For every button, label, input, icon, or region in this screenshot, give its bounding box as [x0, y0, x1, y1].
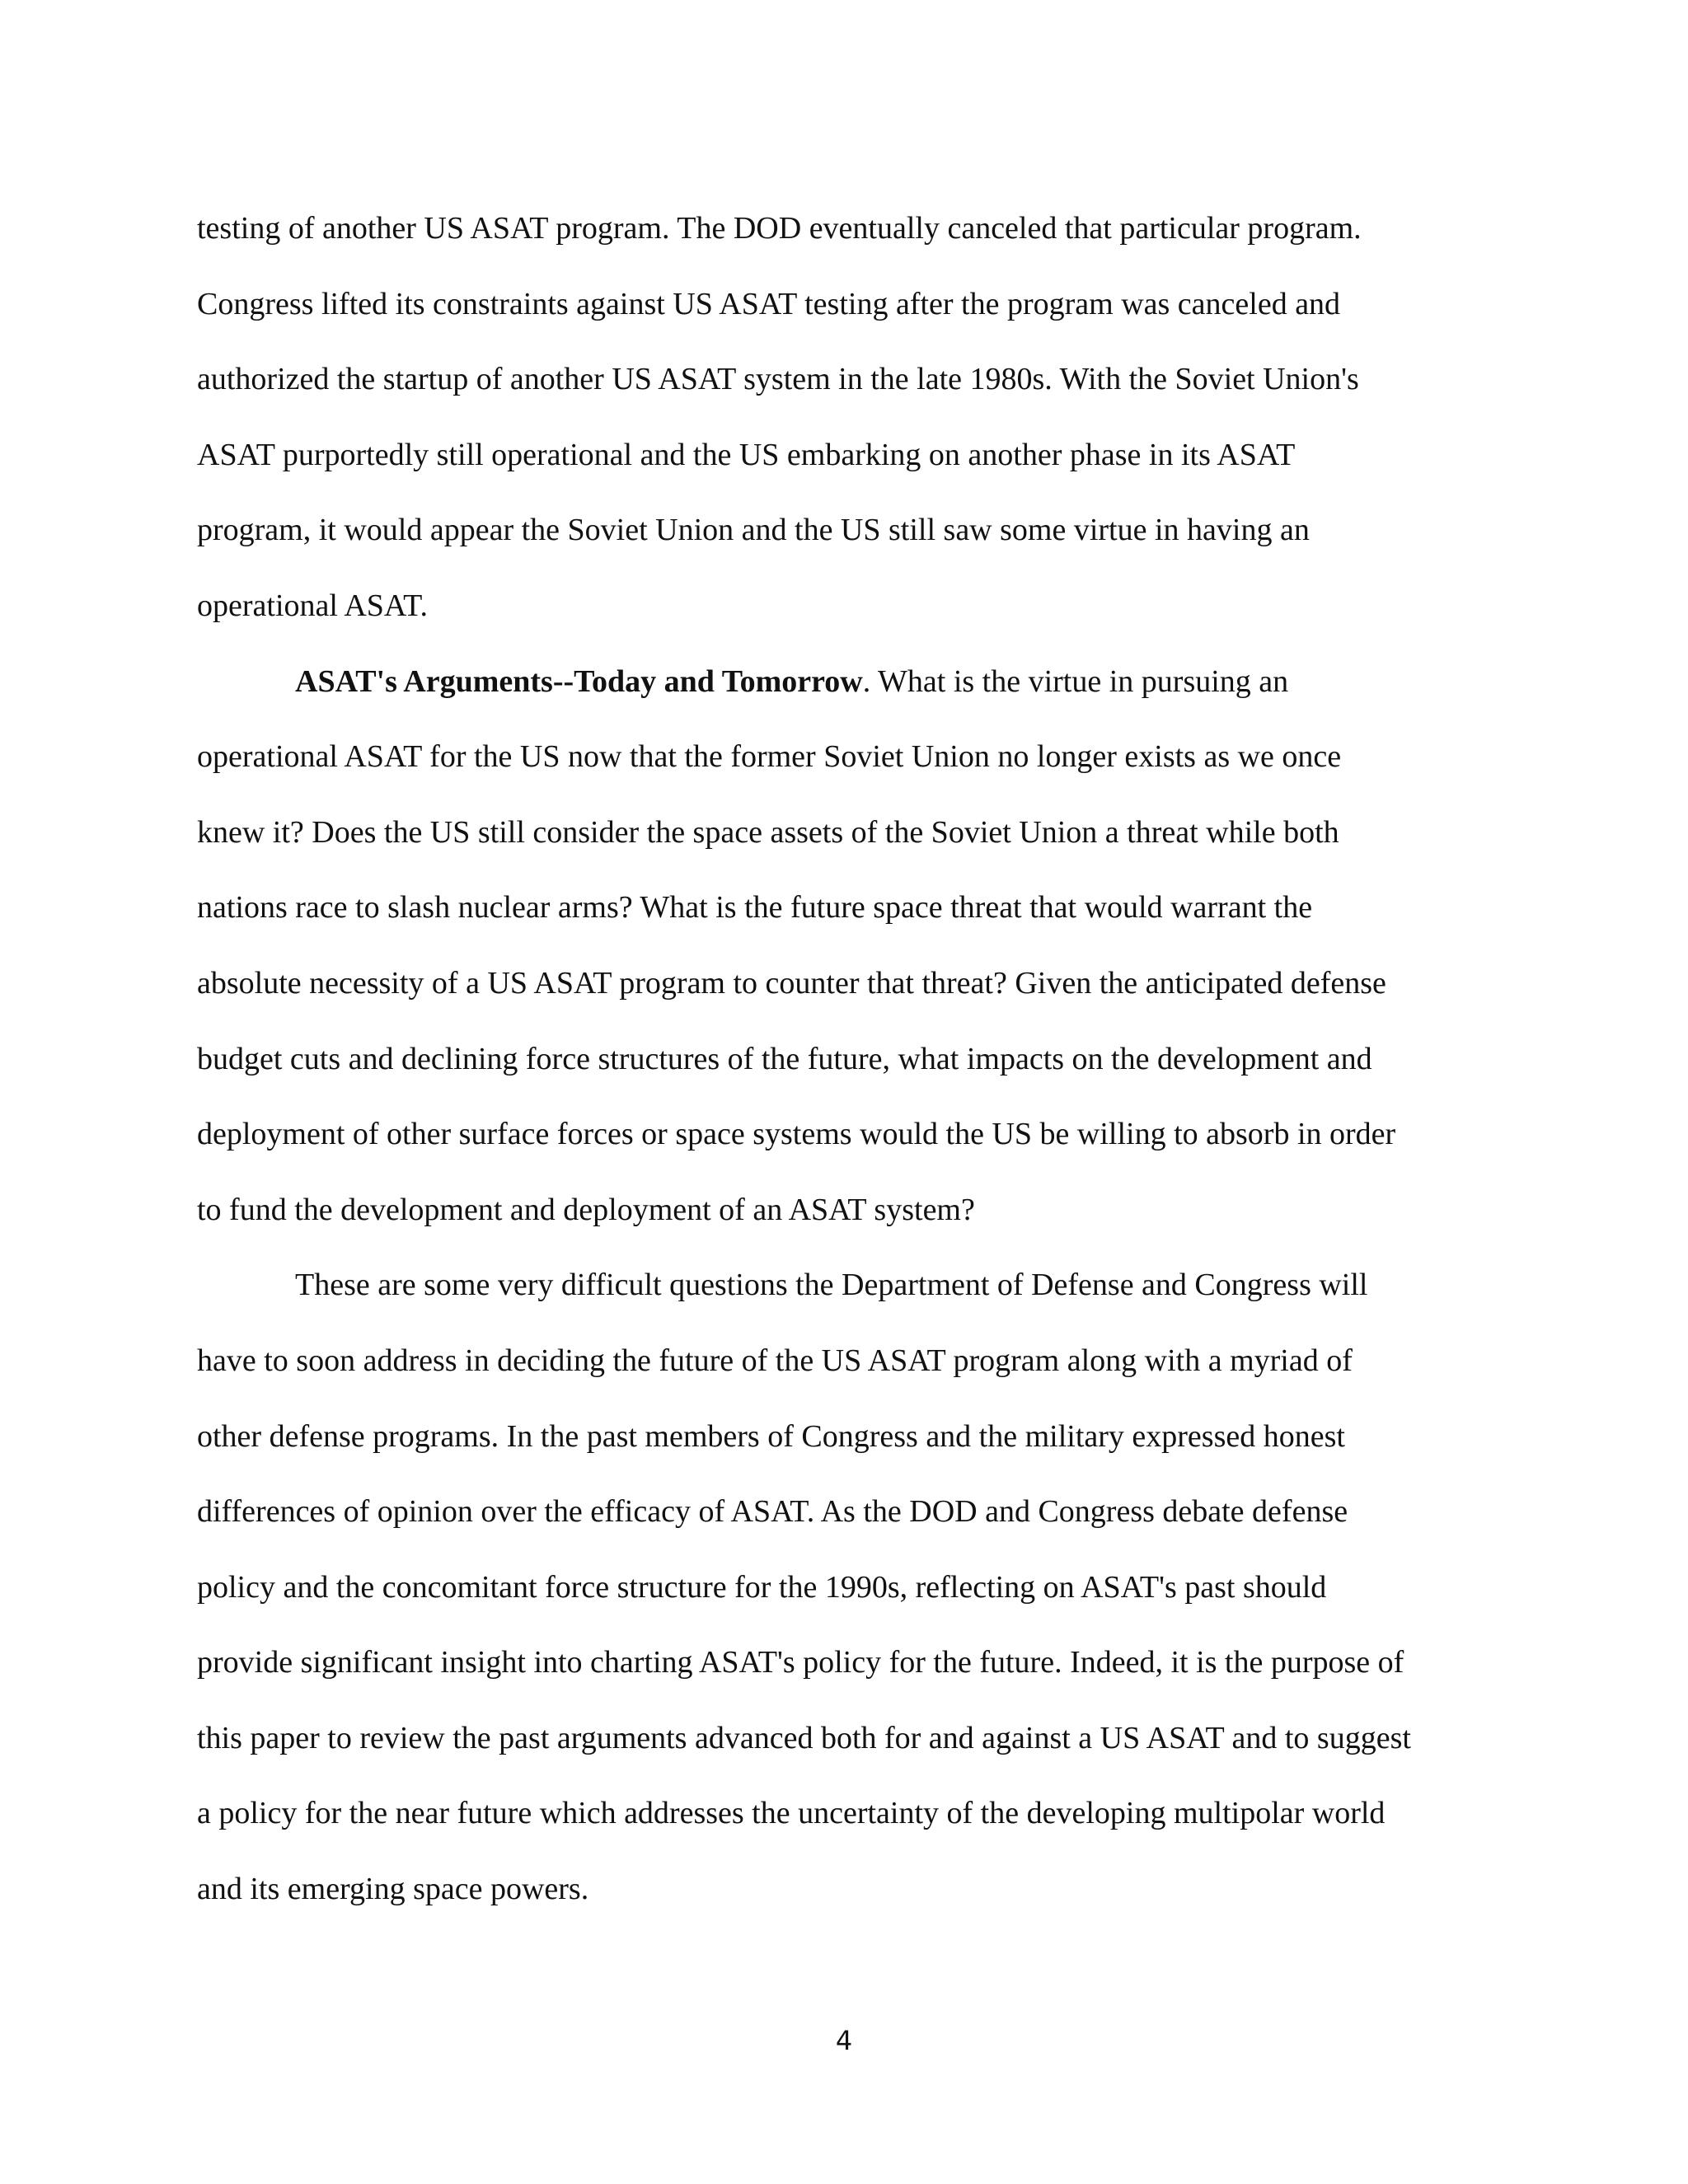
text-line: a policy for the near future which addresses the uncertainty of the developing multipolar world	[197, 1796, 1386, 1831]
text-line: operational ASAT.	[197, 588, 429, 623]
text-line: authorized the startup of another US ASAT system in the late 1980s. With the Soviet Union's	[197, 362, 1359, 397]
paragraph-1	[197, 191, 1491, 644]
text-line: other defense programs. In the past members of Congress and the military expressed honest	[197, 1418, 1345, 1454]
paragraph-2	[197, 644, 1491, 1249]
text-line: program, it would appear the Soviet Union and the US still saw some virtue in having an	[197, 513, 1310, 548]
paragraph-3	[197, 1248, 1491, 1927]
text-line: deployment of other surface forces or space systems would the US be willing to absorb in order	[197, 1117, 1396, 1152]
text-line: to fund the development and deployment of an ASAT system?	[197, 1192, 975, 1227]
text-line: provide significant insight into charting ASAT's policy for the future. Indeed, it is the purpose of	[197, 1645, 1404, 1680]
text-line: testing of another US ASAT program. The DOD eventually canceled that particular program.	[197, 211, 1362, 246]
body-text	[197, 191, 1491, 1928]
text-line: nations race to slash nuclear arms? What is the future space threat that would warrant the	[197, 890, 1313, 926]
text-line: knew it? Does the US still consider the space assets of the Soviet Union a threat while both	[197, 814, 1339, 850]
text-line: ASAT purportedly still operational and the US embarking on another phase in its ASAT	[197, 437, 1296, 472]
text-line: absolute necessity of a US ASAT program to counter that threat? Given the anticipated defense	[197, 965, 1386, 1001]
text-line: this paper to review the past arguments advanced both for and against a US ASAT and to suggest	[197, 1720, 1411, 1755]
text-line: Congress lifted its constraints against US ASAT testing after the program was canceled and	[197, 286, 1341, 321]
text-line	[197, 644, 1491, 720]
text-line: have to soon address in deciding the future of the US ASAT program along with a myriad of	[197, 1343, 1353, 1378]
text-line: policy and the concomitant force structure for the 1990s, reflecting on ASAT's past should	[197, 1569, 1327, 1605]
text-line: differences of opinion over the efficacy of ASAT. As the DOD and Congress debate defense	[197, 1494, 1348, 1530]
text-line: These are some very difficult questions the Department of Defense and Congress will	[295, 1268, 1368, 1303]
text-line: and its emerging space powers.	[197, 1872, 589, 1907]
text-line: operational ASAT for the US now that the former Soviet Union no longer exists as we once	[197, 739, 1342, 775]
section-heading: ASAT's Arguments--Today and Tomorrow	[295, 663, 863, 699]
text-line: budget cuts and declining force structures of the future, what impacts on the development and	[197, 1041, 1372, 1076]
page-number: 4	[835, 2025, 853, 2056]
heading-continuation: . What is the virtue in pursuing an	[862, 663, 1289, 699]
